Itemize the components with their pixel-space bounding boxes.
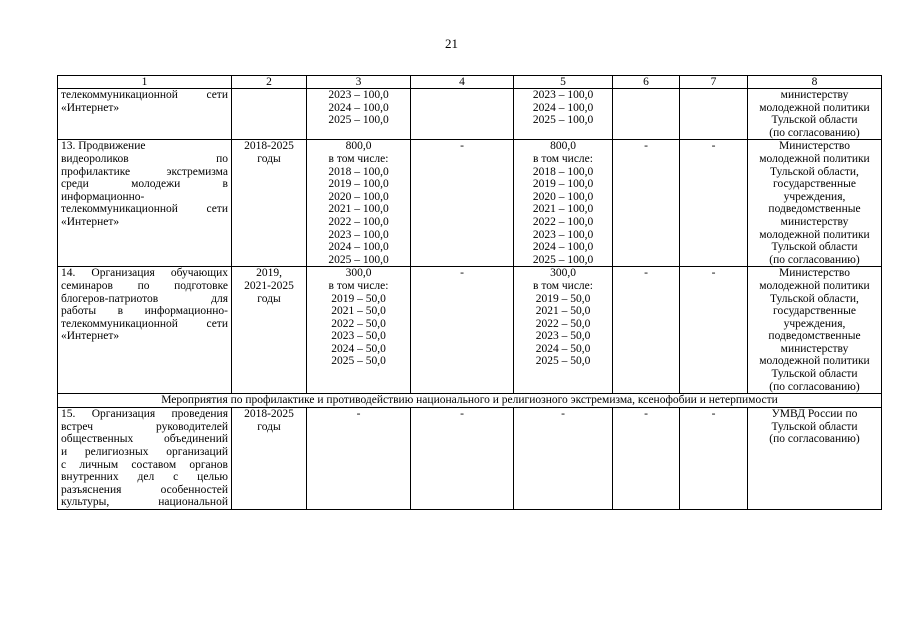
activity-line: видеороликов по xyxy=(61,152,228,165)
funding-line: 2018 – 100,0 xyxy=(532,165,594,178)
responsible-line: (по согласованию) xyxy=(769,380,860,393)
activity-line: «Интернет» xyxy=(61,330,120,343)
column-header: 7 xyxy=(680,76,748,89)
activity-line: «Интернет» xyxy=(61,101,120,114)
funding-line: 2025 – 50,0 xyxy=(331,355,386,368)
responsible-line: Министерство xyxy=(779,267,850,280)
responsible-line: молодежной политики xyxy=(759,152,870,165)
section-heading-row xyxy=(58,394,882,408)
local-funding-cell xyxy=(613,267,680,394)
funding-line: 2025 – 100,0 xyxy=(532,253,594,266)
activity-line: общественных объединений xyxy=(61,433,228,446)
responsible-line: государственные xyxy=(773,178,856,191)
activity-line: профилактике экстремизма xyxy=(61,165,228,178)
column-header: 6 xyxy=(613,76,680,89)
responsible-line: (по согласованию) xyxy=(769,433,860,446)
funding-line: 300,0 xyxy=(345,267,372,280)
funding-line: 2025 – 50,0 xyxy=(535,355,591,368)
activity-line: телекоммуникационной сети xyxy=(61,89,228,101)
funding-line: 2024 – 50,0 xyxy=(331,342,386,355)
dash-value: - xyxy=(711,408,716,421)
responsible-line: (по согласованию) xyxy=(769,126,860,139)
funding-line: 2024 – 50,0 xyxy=(535,342,591,355)
responsible-line: Тульской области xyxy=(771,420,858,433)
regional-funding-cell xyxy=(514,140,613,267)
responsible-cell xyxy=(748,140,882,267)
dash-value: - xyxy=(561,408,565,421)
funding-line: 2024 – 100,0 xyxy=(532,101,594,114)
activity-line: «Интернет» xyxy=(61,215,120,228)
funding-line: 2023 – 50,0 xyxy=(535,330,591,343)
local-funding-cell xyxy=(613,140,680,267)
funding-line: 2021 – 100,0 xyxy=(328,203,389,216)
program-table xyxy=(57,75,882,510)
period-line: годы xyxy=(257,420,281,433)
activity-line: телекоммуникационной сети xyxy=(61,317,228,330)
period-line: 2018-2025 xyxy=(244,408,294,421)
activity-line: блогеров-патриотов для xyxy=(61,292,228,305)
federal-funding-cell xyxy=(411,140,514,267)
column-header: 5 xyxy=(514,76,613,89)
funding-line: 2020 – 100,0 xyxy=(328,190,389,203)
period-cell xyxy=(232,140,307,267)
other-funding-cell xyxy=(680,408,748,510)
activity-line: разъяснения особенностей xyxy=(61,483,228,496)
responsible-line: молодежной политики xyxy=(759,355,870,368)
other-funding-cell xyxy=(680,140,748,267)
funding-line: 800,0 xyxy=(345,140,372,153)
funding-line: в том числе: xyxy=(328,152,389,165)
funding-line: 800,0 xyxy=(550,140,576,153)
activity-cell xyxy=(58,140,232,267)
funding-line: 2023 – 100,0 xyxy=(532,89,594,101)
activity-line: внутренних дел с целью xyxy=(61,471,228,484)
column-header: 8 xyxy=(748,76,882,89)
other-funding-cell xyxy=(680,89,748,140)
activity-line: 15. Организация проведения xyxy=(61,408,228,421)
funding-line: в том числе: xyxy=(533,279,593,292)
funding-line: в том числе: xyxy=(328,279,389,292)
local-funding-cell xyxy=(613,408,680,510)
activity-cell xyxy=(58,89,232,140)
responsible-line: подведомственные xyxy=(768,203,861,216)
funding-line: 300,0 xyxy=(550,267,576,280)
activity-line: культуры, национальной xyxy=(61,496,228,509)
funding-line: 2021 – 100,0 xyxy=(532,203,594,216)
dash-value: - xyxy=(644,408,648,421)
responsible-line: Тульской области, xyxy=(770,165,859,178)
column-header: 4 xyxy=(411,76,514,89)
period-line: 2018-2025 xyxy=(244,140,294,153)
funding-line: 2019 – 50,0 xyxy=(535,292,591,305)
regional-funding-cell xyxy=(514,408,613,510)
responsible-line: Тульской области xyxy=(771,114,858,127)
federal-funding-cell xyxy=(411,408,514,510)
responsible-line: учреждения, xyxy=(783,190,846,203)
responsible-cell xyxy=(748,408,882,510)
funding-line: 2024 – 100,0 xyxy=(532,241,594,254)
total-funding-cell xyxy=(307,140,411,267)
regional-funding-cell xyxy=(514,89,613,140)
activity-cell xyxy=(58,408,232,510)
activity-line: и религиозных организаций xyxy=(61,446,228,459)
responsible-line: государственные xyxy=(773,305,856,318)
funding-line: 2019 – 50,0 xyxy=(331,292,386,305)
dash-value: - xyxy=(460,408,464,421)
responsible-line: (по согласованию) xyxy=(769,253,860,266)
activity-cell xyxy=(58,267,232,394)
responsible-line: министерству xyxy=(780,89,849,101)
local-funding-cell xyxy=(613,89,680,140)
table-row xyxy=(58,408,882,510)
responsible-line: министерству xyxy=(780,342,849,355)
dash-value: - xyxy=(644,267,648,280)
funding-line: 2025 – 100,0 xyxy=(328,253,389,266)
responsible-line: министерству xyxy=(780,215,849,228)
total-funding-cell xyxy=(307,408,411,510)
responsible-line: подведомственные xyxy=(768,330,861,343)
funding-line: 2021 – 50,0 xyxy=(331,305,386,318)
column-header: 3 xyxy=(307,76,411,89)
activity-line: встреч руководителей xyxy=(61,420,228,433)
funding-line: 2019 – 100,0 xyxy=(328,178,389,191)
page-number: 21 xyxy=(445,36,458,51)
period-line: 2019, xyxy=(256,267,282,280)
funding-line: 2023 – 50,0 xyxy=(331,330,386,343)
dash-value: - xyxy=(460,267,464,280)
other-funding-cell xyxy=(680,267,748,394)
regional-funding-cell xyxy=(514,267,613,394)
responsible-line: молодежной политики xyxy=(759,101,870,114)
period-line: годы xyxy=(257,152,281,165)
funding-line: 2024 – 100,0 xyxy=(328,101,389,114)
activity-line: с личным составом органов xyxy=(61,458,228,471)
column-header: 1 xyxy=(58,76,232,89)
responsible-line: молодежной политики xyxy=(759,228,870,241)
funding-line: 2025 – 100,0 xyxy=(532,114,594,127)
activity-line: работы в информационно- xyxy=(61,305,228,318)
activity-line: телекоммуникационной сети xyxy=(61,203,228,216)
funding-line: 2018 – 100,0 xyxy=(328,165,389,178)
funding-line: 2022 – 50,0 xyxy=(535,317,591,330)
dash-value: - xyxy=(644,140,648,153)
funding-line: 2021 – 50,0 xyxy=(535,305,591,318)
responsible-line: Тульской области xyxy=(771,368,858,381)
table-row xyxy=(58,89,882,140)
total-funding-cell xyxy=(307,89,411,140)
funding-line: 2025 – 100,0 xyxy=(328,114,389,127)
funding-line: 2024 – 100,0 xyxy=(328,241,389,254)
responsible-cell xyxy=(748,267,882,394)
period-cell xyxy=(232,89,307,140)
section-heading: Мероприятия по профилактике и противодействию национального и религиозного экстремизма, ксенофобии и нетерпимости xyxy=(58,394,882,408)
activity-line: 13. Продвижение xyxy=(61,140,146,153)
dash-value: - xyxy=(356,408,361,421)
activity-line: среди молодежи в xyxy=(61,178,228,191)
funding-line: 2019 – 100,0 xyxy=(532,178,594,191)
responsible-cell xyxy=(748,89,882,140)
activity-line: информационно- xyxy=(61,190,145,203)
responsible-line: УМВД России по xyxy=(771,408,858,421)
funding-line: 2023 – 100,0 xyxy=(532,228,594,241)
table-row xyxy=(58,140,882,267)
dash-value: - xyxy=(711,267,716,280)
responsible-line: Тульской области, xyxy=(770,292,859,305)
period-cell xyxy=(232,267,307,394)
funding-line: 2023 – 100,0 xyxy=(328,89,389,101)
activity-line: 14. Организация обучающих xyxy=(61,267,228,280)
column-number-row xyxy=(58,76,882,89)
period-line: годы xyxy=(257,292,281,305)
total-funding-cell xyxy=(307,267,411,394)
activity-line: семинаров по подготовке xyxy=(61,279,228,292)
funding-line: 2023 – 100,0 xyxy=(328,228,389,241)
dash-value: - xyxy=(460,140,464,153)
period-line: 2021-2025 xyxy=(244,279,294,292)
funding-line: 2022 – 100,0 xyxy=(532,215,594,228)
funding-line: в том числе: xyxy=(533,152,593,165)
responsible-line: Тульской области xyxy=(771,241,858,254)
period-cell xyxy=(232,408,307,510)
funding-line: 2022 – 100,0 xyxy=(328,215,389,228)
responsible-line: молодежной политики xyxy=(759,279,870,292)
dash-value: - xyxy=(711,140,716,153)
table-row xyxy=(58,267,882,394)
responsible-line: Министерство xyxy=(779,140,850,153)
federal-funding-cell xyxy=(411,89,514,140)
responsible-line: учреждения, xyxy=(783,317,846,330)
column-header: 2 xyxy=(232,76,307,89)
federal-funding-cell xyxy=(411,267,514,394)
funding-line: 2022 – 50,0 xyxy=(331,317,386,330)
funding-line: 2020 – 100,0 xyxy=(532,190,594,203)
